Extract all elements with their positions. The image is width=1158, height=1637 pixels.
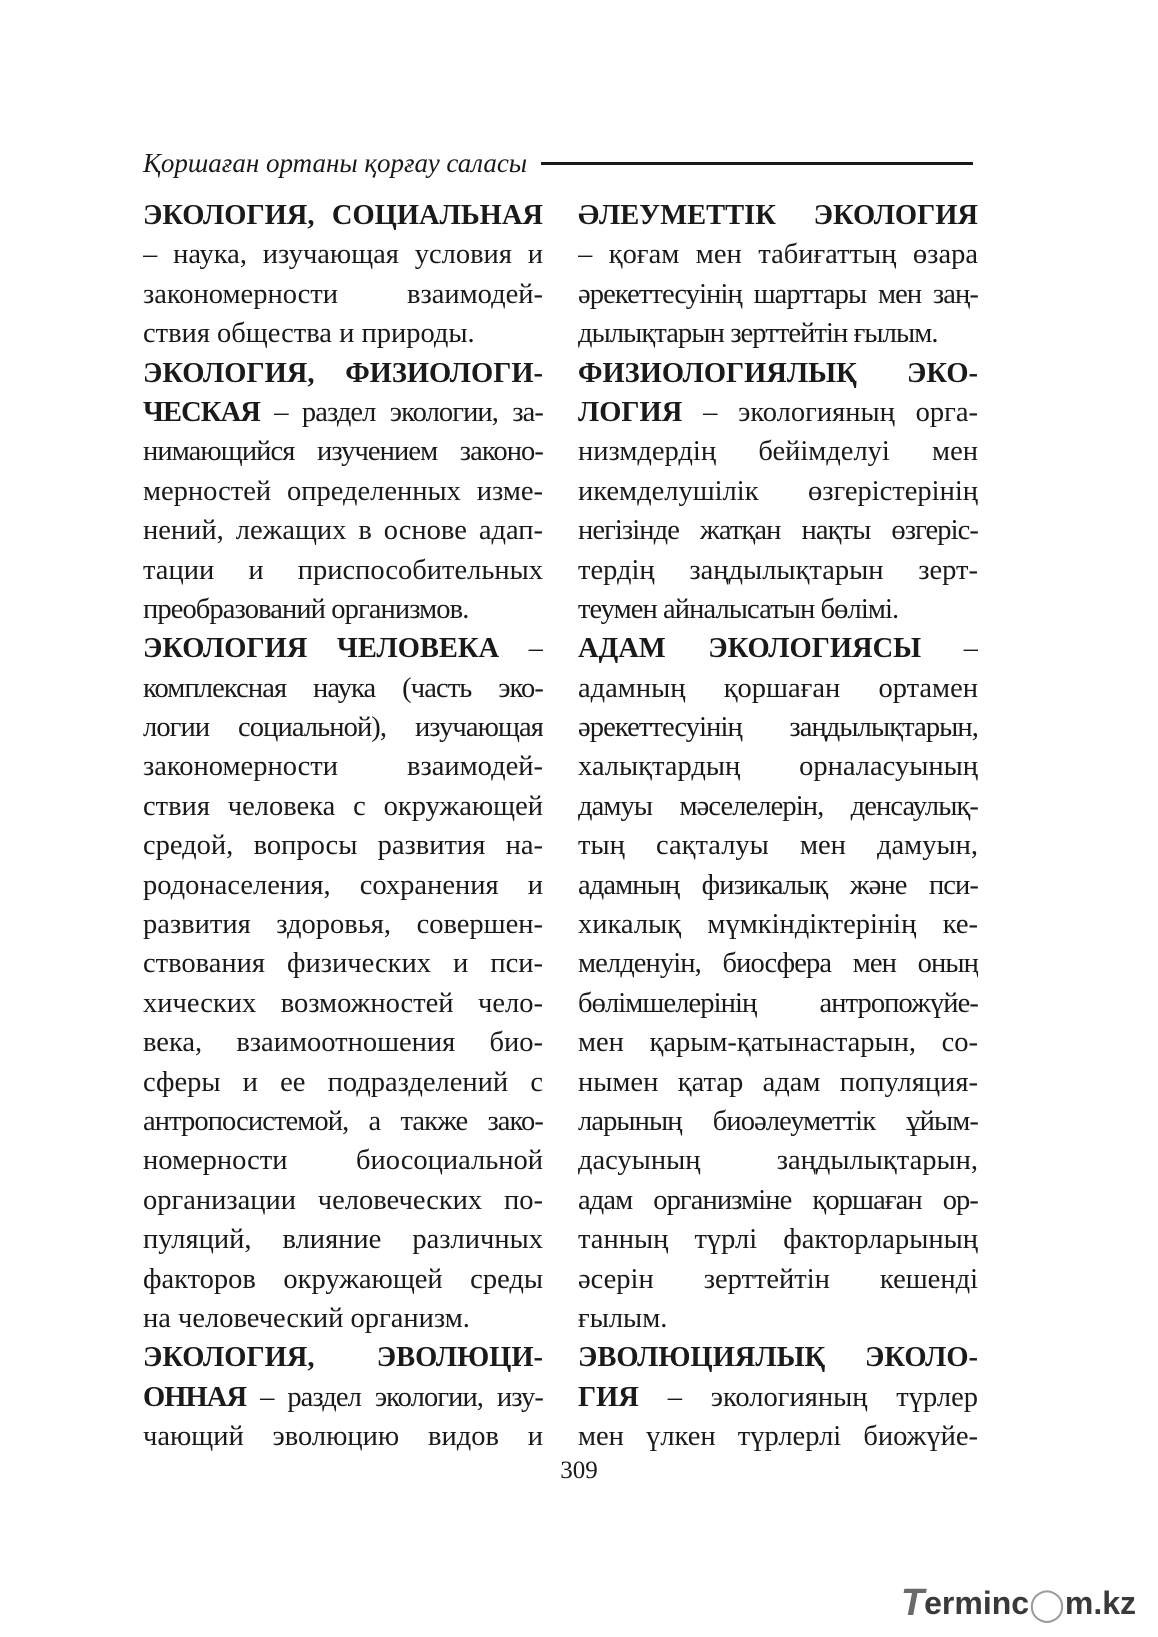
term-heading: ЭКОЛОГИЯ ЧЕЛОВЕКА xyxy=(143,633,500,665)
definition-text: закономерности взаимодей- xyxy=(143,751,543,783)
definition-text: организации человеческих по- xyxy=(143,1184,543,1216)
text-line xyxy=(578,747,978,786)
term-heading: ЭКОЛОГИЯ, ФИЗИОЛОГИ- xyxy=(143,357,543,389)
text-line xyxy=(578,629,978,668)
text-line xyxy=(143,826,543,865)
text-line xyxy=(143,866,543,905)
text-line xyxy=(578,905,978,944)
text-line xyxy=(143,1299,543,1338)
definition-text: хических возможностей чело- xyxy=(143,987,543,1019)
term-heading: ОННАЯ xyxy=(143,1381,247,1413)
definition-text: – раздел экологии, за- xyxy=(259,396,543,428)
text-line xyxy=(143,393,543,432)
text-line xyxy=(143,1417,543,1456)
watermark-o-icon: ◯ xyxy=(1029,1585,1065,1622)
text-line xyxy=(578,944,978,983)
text-line xyxy=(578,393,978,432)
text-line xyxy=(578,866,978,905)
term-heading: ГИЯ xyxy=(578,1381,639,1413)
definition-text: әсерін зерттейтін кешенді xyxy=(578,1263,978,1295)
text-line xyxy=(143,1338,543,1377)
text-line xyxy=(578,551,978,590)
term-heading: АДАМ ЭКОЛОГИЯСЫ xyxy=(578,633,922,665)
definition-text: танның түрлі факторларының xyxy=(578,1224,978,1256)
definition-text: сферы и ее подразделений с xyxy=(143,1066,543,1098)
text-line xyxy=(143,472,543,511)
text-line xyxy=(143,1181,543,1220)
text-line xyxy=(578,1023,978,1062)
definition-text: тердің заңдылықтарын зерт- xyxy=(578,554,978,586)
definition-text: бөлімшелерінің антропожүйе- xyxy=(578,987,978,1019)
text-line xyxy=(143,747,543,786)
definition-text: низмдердің бейімделуі мен xyxy=(578,436,978,468)
text-line xyxy=(143,787,543,826)
definition-text: мелденуін, биосфера мен оның xyxy=(578,948,978,980)
text-line xyxy=(578,984,978,1023)
definition-text: факторов окружающей среды xyxy=(143,1263,543,1295)
term-heading: ӘЛЕУМЕТТІК ЭКОЛОГИЯ xyxy=(578,200,978,231)
text-line xyxy=(143,629,543,668)
text-line xyxy=(143,590,543,629)
text-line xyxy=(578,511,978,550)
definition-text: адамның физикалық және пси- xyxy=(578,869,978,901)
term-heading: ЭВОЛЮЦИЯЛЫҚ ЭКОЛО- xyxy=(578,1342,978,1374)
text-line xyxy=(143,1023,543,1062)
definition-text: ствия человека с окружающей xyxy=(143,790,543,822)
term-heading: ЛОГИЯ xyxy=(578,396,683,428)
definition-text: преобразований организмов. xyxy=(143,593,469,625)
definition-text: хикалық мүмкіндіктерінің ке- xyxy=(578,909,978,941)
term-heading: ЧЕСКАЯ xyxy=(143,396,260,428)
text-line xyxy=(578,235,978,274)
text-line xyxy=(578,787,978,826)
definition-text: әрекеттесуінің заңдылықтарын, xyxy=(578,712,978,744)
text-line xyxy=(578,1378,978,1417)
definition-text: закономерности взаимодей- xyxy=(143,278,543,310)
definition-text: – раздел экологии, изу- xyxy=(246,1381,543,1413)
definition-text: номерности биосоциальной xyxy=(143,1145,543,1177)
definition-text: века, взаимоотношения био- xyxy=(143,1027,543,1059)
text-line xyxy=(143,1378,543,1417)
definition-text: – экологияның орга- xyxy=(682,396,978,428)
definition-text: дамуы мәселелерін, денсаулық- xyxy=(578,790,978,822)
text-line xyxy=(143,984,543,1023)
text-line xyxy=(578,1181,978,1220)
page-number: 309 xyxy=(560,1457,598,1484)
term-heading: ЭКОЛОГИЯ, СОЦИАЛЬНАЯ xyxy=(143,200,543,231)
watermark-end: m.kz xyxy=(1064,1585,1136,1621)
text-line xyxy=(143,1063,543,1102)
definition-text: ствования физических и пси- xyxy=(143,948,543,980)
term-heading: ЭКОЛОГИЯ, ЭВОЛЮЦИ- xyxy=(143,1342,543,1374)
text-line xyxy=(578,275,978,314)
definition-text: адамның қоршаған ортамен xyxy=(578,672,978,704)
text-line xyxy=(143,669,543,708)
text-line xyxy=(578,354,978,393)
text-line xyxy=(143,1102,543,1141)
definition-text: халықтардың орналасуының xyxy=(578,751,978,783)
watermark-mid: erminc xyxy=(924,1585,1030,1621)
text-line xyxy=(143,432,543,471)
right-column xyxy=(578,196,978,1457)
watermark-logo xyxy=(901,1582,1136,1625)
text-line xyxy=(578,1299,978,1338)
text-line xyxy=(578,314,978,353)
definition-text: антропосистемой, а также зако- xyxy=(143,1105,543,1137)
running-head-title: Қоршаған ортаны қорғау саласы xyxy=(143,147,528,178)
definition-text: негізінде жатқан нақты өзгеріс- xyxy=(578,515,978,547)
text-line xyxy=(578,472,978,511)
text-line xyxy=(578,432,978,471)
text-line xyxy=(143,1260,543,1299)
text-line xyxy=(143,708,543,747)
definition-text: нений, лежащих в основе адап- xyxy=(143,515,543,547)
text-line xyxy=(578,1063,978,1102)
text-line xyxy=(143,354,543,393)
text-line xyxy=(143,551,543,590)
watermark-t: T xyxy=(900,1582,925,1624)
text-line xyxy=(578,590,978,629)
definition-text: на человеческий организм. xyxy=(143,1302,470,1334)
text-line xyxy=(578,826,978,865)
term-heading: ФИЗИОЛОГИЯЛЫҚ ЭКО- xyxy=(578,357,978,389)
text-line xyxy=(578,1417,978,1456)
definition-text: ғылым. xyxy=(578,1302,668,1334)
text-line xyxy=(578,1141,978,1180)
text-line xyxy=(143,314,543,353)
definition-text: средой, вопросы развития на- xyxy=(143,830,543,862)
text-line xyxy=(578,1338,978,1377)
text-line xyxy=(143,196,543,235)
text-line xyxy=(578,196,978,235)
text-line xyxy=(578,708,978,747)
definition-text: нимающийся изучением законо- xyxy=(143,436,543,468)
definition-text: мен үлкен түрлерлі биожүйе- xyxy=(578,1421,978,1453)
definition-text: – қоғам мен табиғаттың өзара xyxy=(578,239,978,271)
definition-text: мен қарым-қатынастарын, со- xyxy=(578,1027,978,1059)
text-line xyxy=(143,944,543,983)
definition-text: логии социальной), изучающая xyxy=(143,712,543,744)
definition-text: – наука, изучающая условия и xyxy=(143,239,543,271)
definition-text: ствия общества и природы. xyxy=(143,318,475,350)
text-line xyxy=(143,905,543,944)
text-line xyxy=(578,669,978,708)
text-line xyxy=(578,1220,978,1259)
text-line xyxy=(143,1141,543,1180)
left-column xyxy=(143,196,543,1457)
definition-text: дылықтарын зерттейтін ғылым. xyxy=(578,318,938,350)
definition-text: икемделушілік өзгерістерінің xyxy=(578,475,978,507)
text-line xyxy=(578,1260,978,1299)
running-head xyxy=(143,143,973,183)
definition-text: нымен қатар адам популяция- xyxy=(578,1066,978,1098)
definition-text: пуляций, влияние различных xyxy=(143,1224,543,1256)
definition-text: әрекеттесуінің шарттары мен заң- xyxy=(578,278,978,310)
definition-text: теумен айналысатын бөлімі. xyxy=(578,593,899,625)
definition-text: развития здоровья, совершен- xyxy=(143,909,543,941)
definition-text: тации и приспособительных xyxy=(143,554,543,586)
definition-text: ларының биоәлеуметтік ұйым- xyxy=(578,1105,978,1137)
text-line xyxy=(578,1102,978,1141)
running-head-rule xyxy=(541,162,973,165)
text-line xyxy=(143,1220,543,1259)
text-line xyxy=(143,511,543,550)
text-line xyxy=(143,235,543,274)
text-line xyxy=(143,275,543,314)
definition-text: адам организміне қоршаған ор- xyxy=(578,1184,978,1216)
definition-text: тың сақталуы мен дамуын, xyxy=(578,830,978,862)
definition-text: мерностей определенных изме- xyxy=(143,475,543,507)
definition-text: чающий эволюцию видов и xyxy=(143,1421,543,1453)
definition-text: комплексная наука (часть эко- xyxy=(143,672,543,704)
definition-text: – xyxy=(499,633,543,665)
definition-text: – экологияның түрлер xyxy=(638,1381,978,1413)
definition-text: родонаселения, сохранения и xyxy=(143,869,543,901)
definition-text: – xyxy=(921,633,978,665)
definition-text: дасуының заңдылықтарын, xyxy=(578,1145,978,1177)
